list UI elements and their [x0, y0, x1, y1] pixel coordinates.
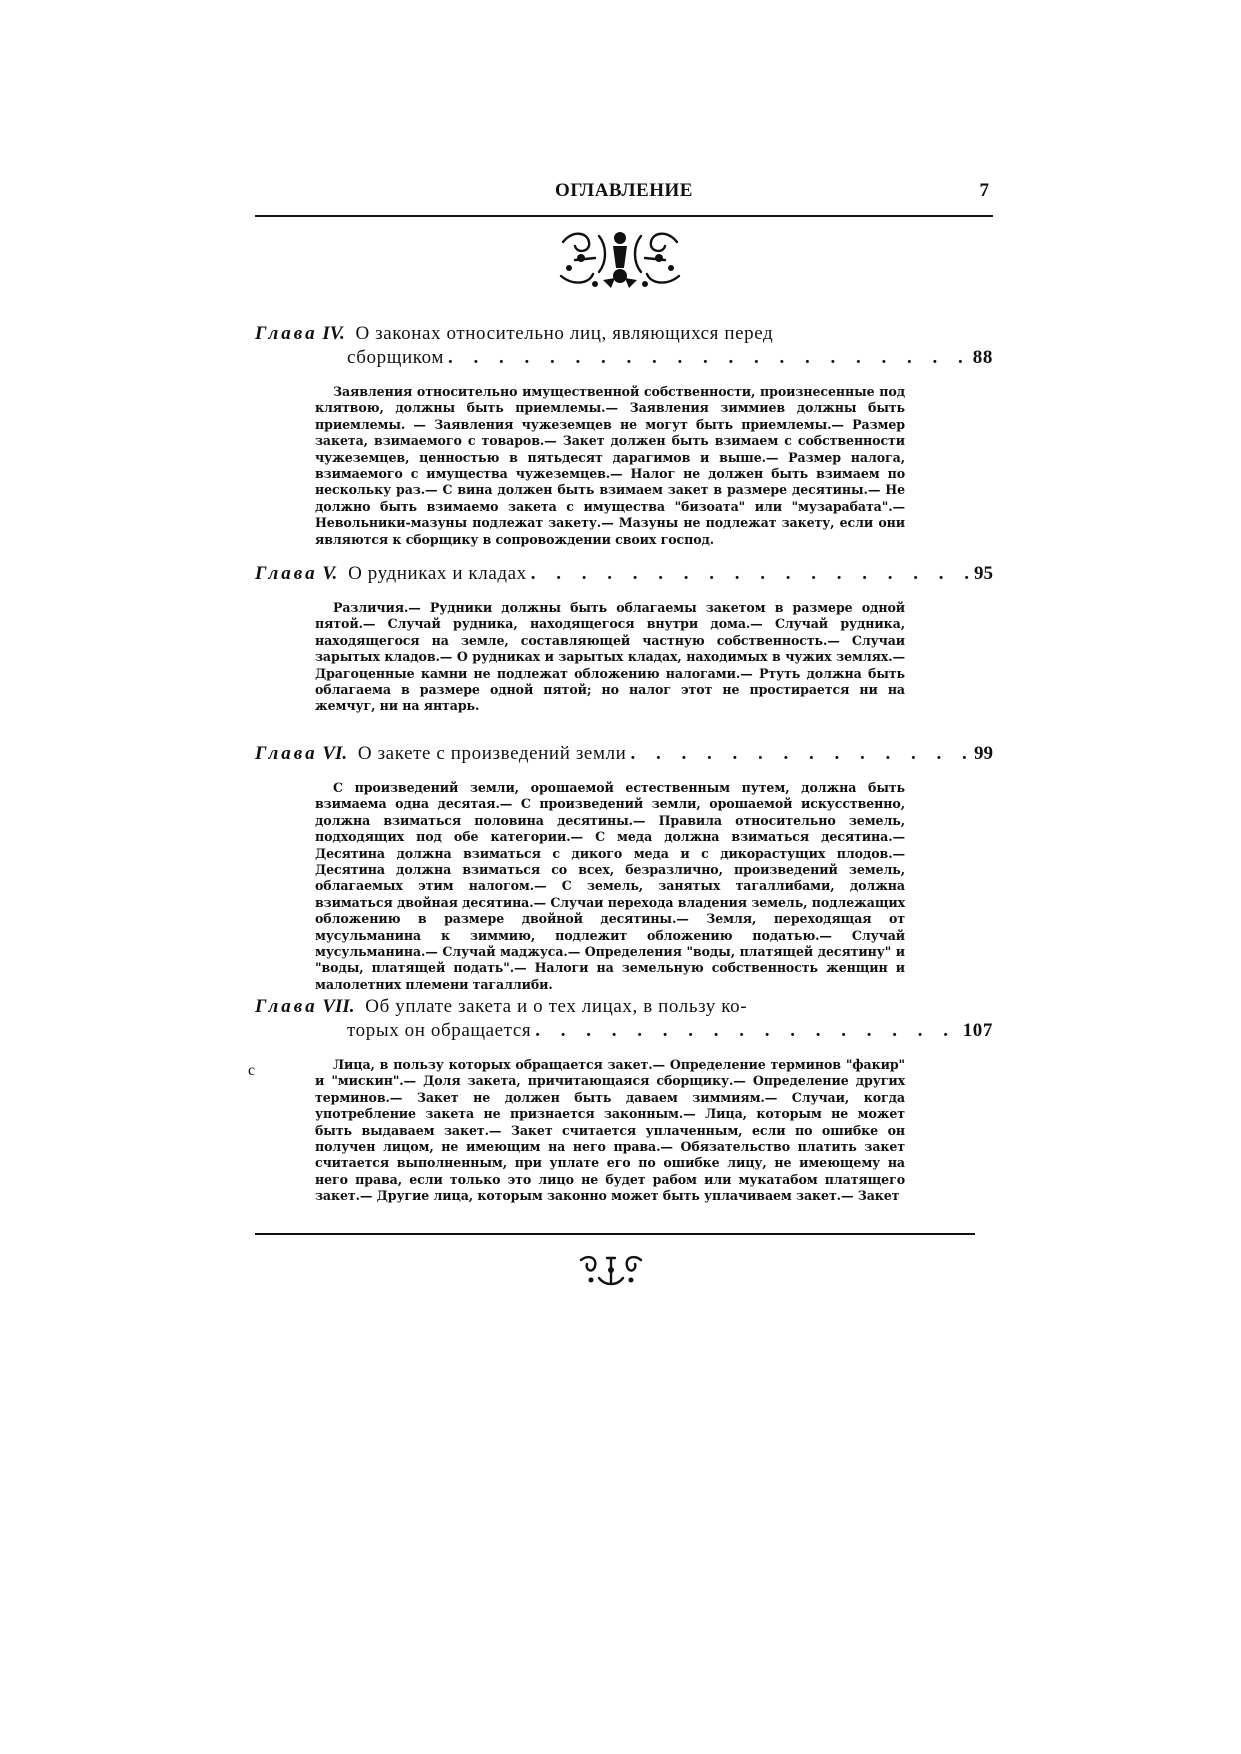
chapter-number: VII. [322, 996, 355, 1017]
chapter-label: Глава [255, 563, 318, 584]
chapter-page-number: 99 [974, 743, 993, 764]
toc-entry-chapter-6 [255, 742, 993, 993]
chapter-summary: Различия.— Рудники должны быть облагаемы закетом в размере одной пятой.— Случай рудника, находящегося внутри дома.— Случай рудника, находящегося на земле, составляющей частную собственность.— Случаи зарытых кладов.— О рудниках и зарытых кладах, находимых в чужих землях.— Драгоценные камни не подлежат обложению налогами.— Ртуть должна быть облагаема в размере одной пятой; но налог этот не простирается ни на жемчуг, ни на янтарь. [315, 600, 905, 714]
chapter-label: Глава [255, 996, 318, 1017]
tailpiece-ornament-icon [577, 1252, 645, 1288]
toc-entry-chapter-5 [255, 562, 993, 715]
chapter-title: О закете с произведений земли [357, 743, 627, 764]
chapter-title-continuation: сборщиком [347, 347, 444, 368]
chapter-summary: Лица, в пользу которых обращается закет.— Определение терминов "факир" и "мискин".— Доля закета, причитающаяся сборщику.— Определение других терминов.— Закет не должен быть даваем зиммиям.— Случаи, когда употребление закета не признается законным.— Лица, которым не может быть выдаваем закет.— Закет считается уплаченным, если по ошибке он получен лицом, не имеющим на него права.— Обязательство платить закет считается выполненным, при уплате его по ошибке лицу, не имеющему на него права, если только это лицо не будет рабом или мукатабом платящего закет.— Другие лица, которым законно может быть уплачиваем закет.— Закет [315, 1057, 905, 1204]
page-number: 7 [979, 180, 989, 201]
chapter-title-continuation: торых он обращается [347, 1020, 532, 1041]
header-rule [255, 215, 993, 217]
toc-entry-chapter-7 [255, 995, 993, 1205]
dot-leader [630, 742, 970, 766]
chapter-number: V. [322, 563, 338, 584]
chapter-number: VI. [322, 743, 348, 764]
page-title: ОГЛАВЛЕНИЕ [555, 180, 693, 201]
chapter-label: Глава [255, 743, 318, 764]
chapter-page-number: 88 [972, 347, 993, 368]
chapter-summary: Заявления относительно имущественной собственности, произнесенные под клятвою, должны быть приемлемы.— Заявления зиммиев должны быть приемлемы. — Заявления чужеземцев не могут быть приемлемы.— Размер закета, взимаемого с товаров.— Закет должен быть взимаем с собственности чужеземцев, ценностью в пятьдесят дарагимов и выше.— Размер налога, взимаемого с имущества чужеземцев.— Налог не должен быть взимаем по нескольку раз.— С вина должен быть взимаем закет в размере десятины.— Не должно быть взимаемо закета с имущества "бизоата" или "музарабата".— Невольники-мазуны подлежат закету.— Мазуны не подлежат закету, если они являются к сборщику в сопровождении своих господ. [315, 384, 905, 547]
dot-leader [448, 346, 969, 370]
margin-mark: c [248, 1062, 256, 1079]
dot-leader [531, 562, 970, 586]
dot-leader [535, 1019, 958, 1043]
footer-rule [255, 1233, 975, 1235]
chapter-page-number: 95 [974, 563, 993, 584]
chapter-label: Глава [255, 323, 318, 344]
chapter-number: IV. [322, 323, 345, 344]
floral-ornament-icon [555, 228, 685, 290]
toc-entry-chapter-4 [255, 322, 993, 548]
chapter-title: О рудниках и кладах [348, 563, 527, 584]
chapter-title: О законах относительно лиц, являющихся перед [355, 323, 774, 344]
chapter-summary: С произведений земли, орошаемой естественным путем, должна быть взимаема одна десятая.— С произведений земли, орошаемой искусственно, должна взиматься половина десятины.— Правила относительно земель, подходящих под обе категории.— С меда должна взиматься десятина.— Десятина должна взиматься с дикого меда и с дикорастущих плодов.— Десятина должна взиматься со всех, безразлично, произведений земель, облагаемых этим налогом.— С земель, занятых тагаллибами, должна взиматься двойная десятина.— Случаи перехода владения земель, подлежащих обложению в размере двойной десятины.— Земля, переходящая от мусульманина к зиммию, подлежит обложению податью.— Случай мусульманина.— Случай маджуса.— Определения "воды, платящей десятину" и "воды, платящей подать".— Налоги на земельную собственность женщин и малолетних племени тагаллиби. [315, 780, 905, 992]
running-head [255, 180, 993, 210]
chapter-title: Об уплате закета и о тех лицах, в пользу ко- [365, 996, 748, 1017]
chapter-page-number: 107 [962, 1020, 993, 1041]
